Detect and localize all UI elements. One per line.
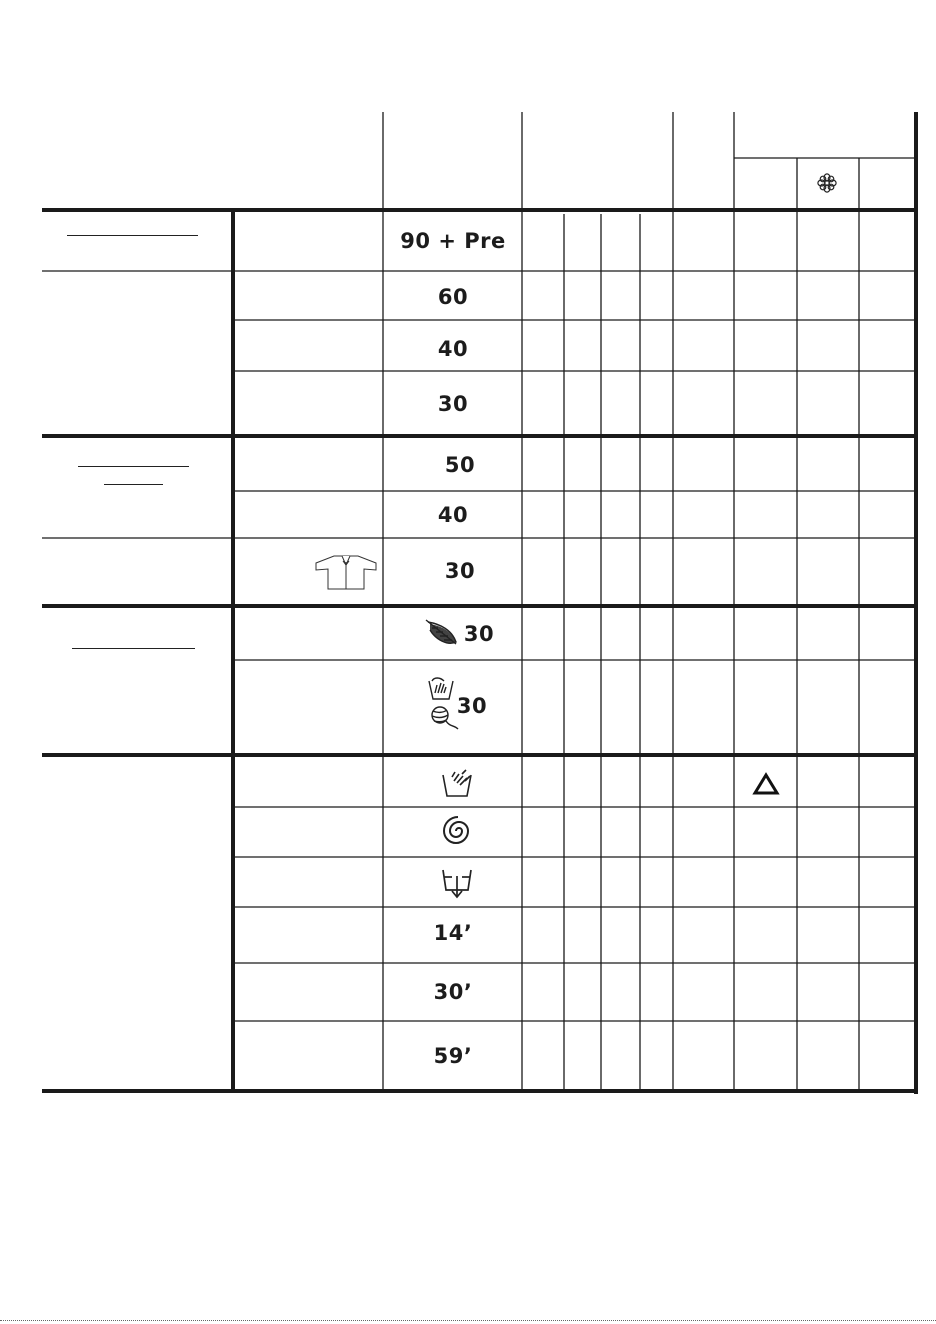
category-underline-4 (72, 648, 195, 649)
category-underline-1 (67, 235, 198, 236)
feather-icon (422, 618, 462, 652)
programme-value-7: 30 (444, 559, 476, 583)
programme-value-15: 59’ (433, 1044, 473, 1068)
rinse-icon (440, 765, 474, 799)
warning-triangle-icon (752, 772, 780, 796)
programme-value-8: 30 (463, 622, 495, 646)
programme-value-9: 30 (456, 694, 488, 718)
programme-value-3: 40 (437, 337, 469, 361)
programme-value-6: 40 (437, 503, 469, 527)
programme-value-5: 50 (444, 453, 476, 477)
programme-value-13: 14’ (433, 921, 473, 945)
category-underline-3 (104, 484, 163, 485)
flower-icon (816, 172, 838, 194)
programme-value-4: 30 (437, 392, 469, 416)
handwash-wool-icon (424, 675, 460, 737)
drain-icon (440, 866, 476, 900)
programme-value-14: 30’ (433, 980, 473, 1004)
spin-icon (441, 813, 477, 849)
programme-value-1: 90 + Pre (400, 229, 506, 253)
page-bottom-dotted-edge (0, 1320, 936, 1321)
shirt-icon (314, 553, 378, 591)
category-underline-2 (78, 466, 189, 467)
programme-value-2: 60 (437, 285, 469, 309)
